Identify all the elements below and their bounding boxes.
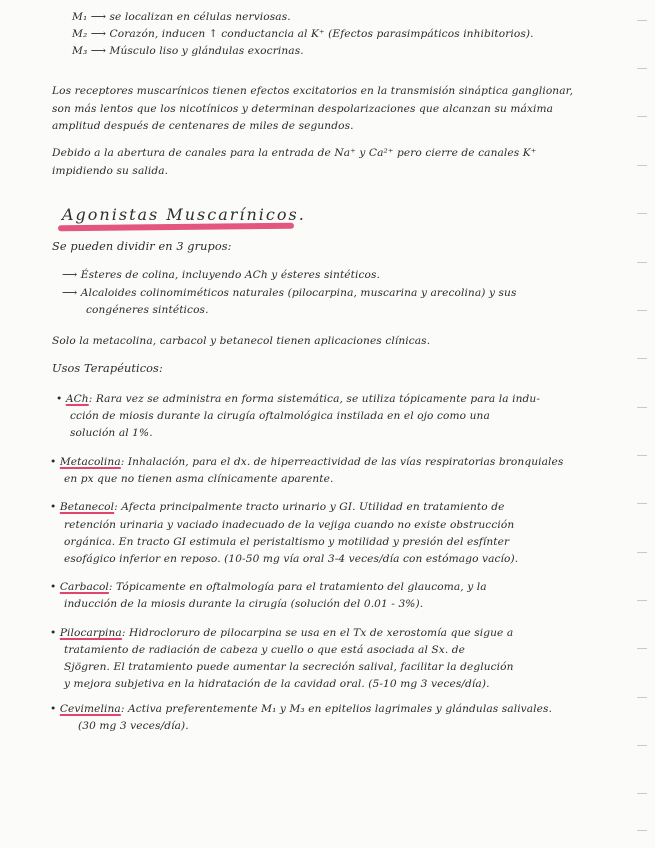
use-line: tratamiento de radiación de cabeza y cuello o que está asociada al Sx. de: [64, 644, 466, 656]
paragraph-line: amplitud después de centenares de miles de segundos.: [52, 120, 354, 132]
section-title: Agonistas Muscarínicos.: [62, 205, 306, 224]
receptor-m2: M₂ ⟶ Corazón, inducen ↑ conductancia al K⁺ (Efectos parasimpáticos inhibitorios).: [72, 28, 534, 40]
drug-label: Cevimelina: [59, 703, 121, 715]
receptor-m1: M₁ ⟶ se localizan en células nerviosas.: [72, 11, 291, 23]
use-pilocarpina: • Pilocarpina: Hidrocloruro de pilocarpina se usa en el Tx de xerostomía que sigue a: [50, 627, 514, 639]
uses-title: Usos Terapéuticos:: [52, 362, 163, 375]
drug-label: ACh: [65, 393, 89, 405]
drug-label: Carbacol: [59, 581, 109, 593]
group-item: ⟶ Alcaloides colinomiméticos naturales (pilocarpina, muscarina y arecolina) y sus: [62, 287, 517, 299]
use-betanecol: • Betanecol: Afecta principalmente tracto urinario y GI. Utilidad en tratamiento de: [50, 501, 505, 513]
group-item: ⟶ Ésteres de colina, incluyendo ACh y ésteres sintéticos.: [62, 269, 381, 281]
use-metacolina: • Metacolina: Inhalación, para el dx. de hiperreactividad de las vías respiratorias bronquiales: [50, 456, 564, 468]
clinical-note: Solo la metacolina, carbacol y betanecol tienen aplicaciones clínicas.: [52, 335, 431, 347]
drug-label: Metacolina: [59, 456, 121, 468]
use-line: (30 mg 3 veces/día).: [78, 720, 189, 732]
use-carbacol: • Carbacol: Tópicamente en oftalmología para el tratamiento del glaucoma, y la: [50, 581, 487, 593]
use-line: esofágico inferior en reposo. (10-50 mg vía oral 3-4 veces/día con estómago vacío).: [64, 553, 519, 565]
group-item: congéneres sintéticos.: [86, 304, 209, 316]
use-line: solución al 1%.: [70, 427, 153, 439]
use-line: y mejora subjetiva en la hidratación de la cavidad oral. (5-10 mg 3 veces/día).: [64, 678, 490, 690]
use-ach: • ACh: Rara vez se administra en forma sistemática, se utiliza tópicamente para la indu-: [56, 393, 541, 405]
use-line: Sjögren. El tratamiento puede aumentar la secreción salival, facilitar la deglución: [64, 661, 514, 673]
groups-intro: Se pueden dividir en 3 grupos:: [52, 240, 232, 253]
use-line: retención urinaria y vaciado inadecuado de la vejiga cuando no existe obstrucción: [64, 519, 515, 531]
use-cevimelina: • Cevimelina: Activa preferentemente M₁ y M₃ en epitelios lagrimales y glándulas salivales.: [50, 703, 553, 715]
use-line: en px que no tienen asma clínicamente aparente.: [64, 473, 334, 485]
title-highlight: [58, 223, 294, 231]
paragraph-line: Los receptores muscarínicos tienen efectos excitatorios en la transmisión sináptica ganglionar,: [52, 85, 574, 97]
drug-label: Betanecol: [59, 501, 115, 513]
paragraph-line: impidiendo su salida.: [52, 165, 169, 177]
paragraph-line: Debido a la abertura de canales para la entrada de Na⁺ y Ca²⁺ pero cierre de canales K⁺: [52, 147, 537, 159]
drug-label: Pilocarpina: [59, 627, 122, 639]
paragraph-line: son más lentos que los nicotínicos y determinan despolarizaciones que alcanzan su máxima: [52, 103, 554, 115]
use-line: cción de miosis durante la cirugía oftalmológica instilada en el ojo como una: [70, 410, 490, 422]
receptor-m3: M₃ ⟶ Músculo liso y glándulas exocrinas.: [72, 45, 304, 57]
use-line: orgánica. En tracto GI estimula el peristaltismo y motilidad y presión del esfínter: [64, 536, 510, 548]
use-line: inducción de la miosis durante la cirugía (solución del 0.01 - 3%).: [64, 598, 424, 610]
